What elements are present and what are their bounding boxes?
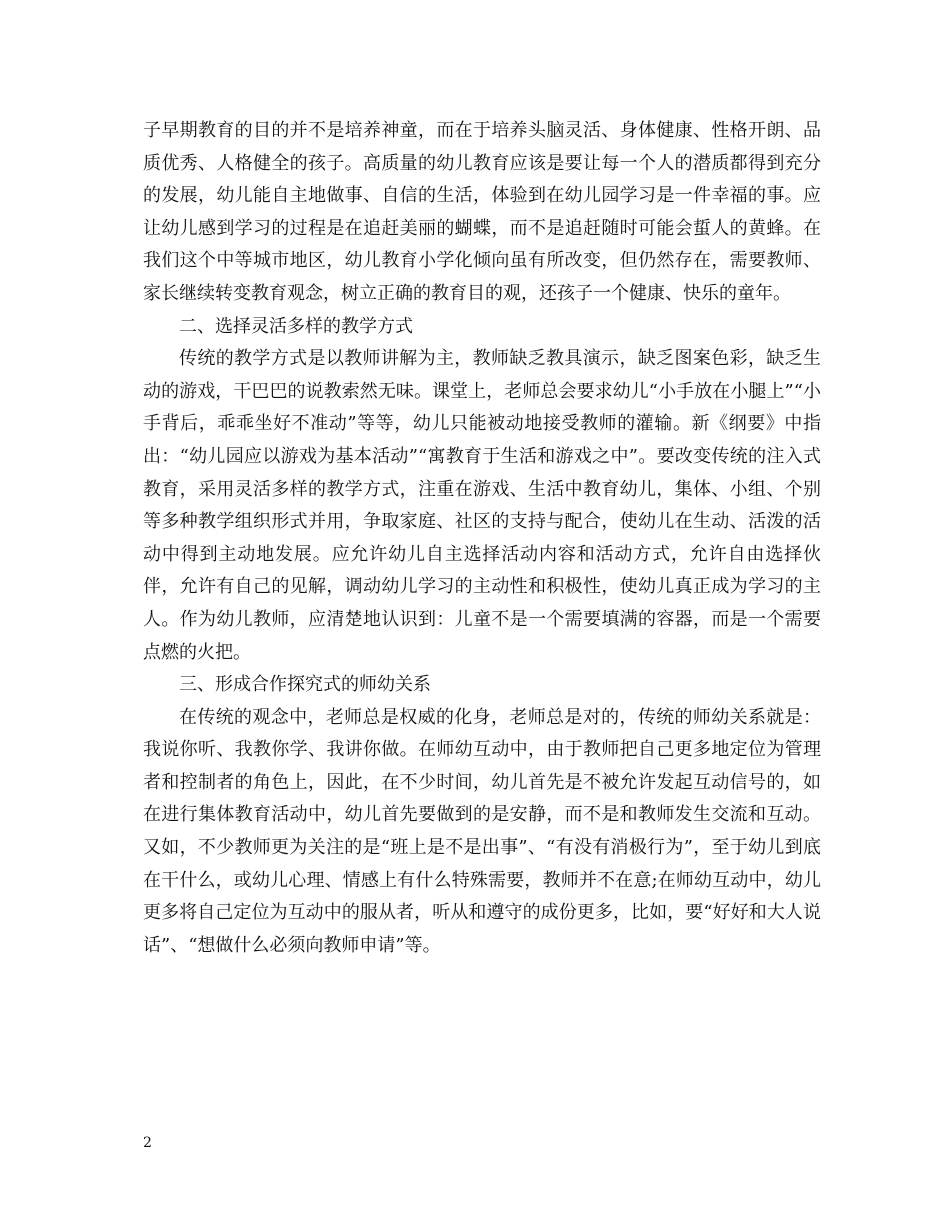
document-body bbox=[143, 115, 821, 962]
paragraph-continuation: 子早期教育的目的并不是培养神童，而在于培养头脑灵活、身体健康、性格开朗、品质优秀、人格健全的孩子。高质量的幼儿教育应该是要让每一个人的潜质都得到充分的发展，幼儿能自主地做事、自信的生活，体验到在幼儿园学习是一件幸福的事。应让幼儿感到学习的过程是在追赶美丽的蝴蝶，而不是追赶随时可能会蜇人的黄蜂。在我们这个中等城市地区，幼儿教育小学化倾向虽有所改变，但仍然存在，需要教师、家长继续转变教育观念，树立正确的教育目的观，还孩子一个健康、快乐的童年。 bbox=[143, 120, 821, 304]
paragraph-teaching-methods: 传统的教学方式是以教师讲解为主，教师缺乏教具演示，缺乏图案色彩，缺乏生动的游戏，干巴巴的说教索然无味。课堂上，老师总会要求幼儿“小手放在小腿上”“小手背后，乖乖坐好不准动”等等，幼儿只能被动地接受教师的灌输。新《纲要》中指出：“幼儿园应以游戏为基本活动”“寓教育于生活和游戏之中”。要改变传统的注入式教育，采用灵活多样的教学方式，注重在游戏、生活中教育幼儿，集体、小组、个别等多种教学组织形式并用，争取家庭、社区的支持与配合，使幼儿在生动、活泼的活动中得到主动地发展。应允许幼儿自主选择活动内容和活动方式，允许自由选择伙伴，允许有自己的见解，调动幼儿学习的主动性和积极性，使幼儿真正成为学习的主人。作为幼儿教师，应清楚地认识到：儿童不是一个需要填满的容器，而是一个需要点燃的火把。 bbox=[143, 348, 821, 663]
paragraph-teacher-child-relationship: 在传统的观念中，老师总是权威的化身，老师总是对的，传统的师幼关系就是：我说你听、我教你学、我讲你做。在师幼互动中，由于教师把自己更多地定位为管理者和控制者的角色上，因此，在不少时间，幼儿首先是不被允许发起互动信号的，如在进行集体教育活动中，幼儿首先要做到的是安静，而不是和教师发生交流和互动。又如，不少教师更为关注的是“班上是不是出事”、“有没有消极行为”，至于幼儿到底在干什么，或幼儿心理、情感上有什么特殊需要，教师并不在意;在师幼互动中，幼儿更多将自己定位为互动中的服从者，听从和遵守的成份更多，比如，要“好好和大人说话”、“想做什么必须向教师申请”等。 bbox=[143, 706, 821, 956]
page-number: 2 bbox=[143, 1135, 152, 1151]
section-heading-3: 三、形成合作探究式的师幼关系 bbox=[179, 674, 431, 696]
section-heading-2: 二、选择灵活多样的教学方式 bbox=[179, 315, 413, 337]
